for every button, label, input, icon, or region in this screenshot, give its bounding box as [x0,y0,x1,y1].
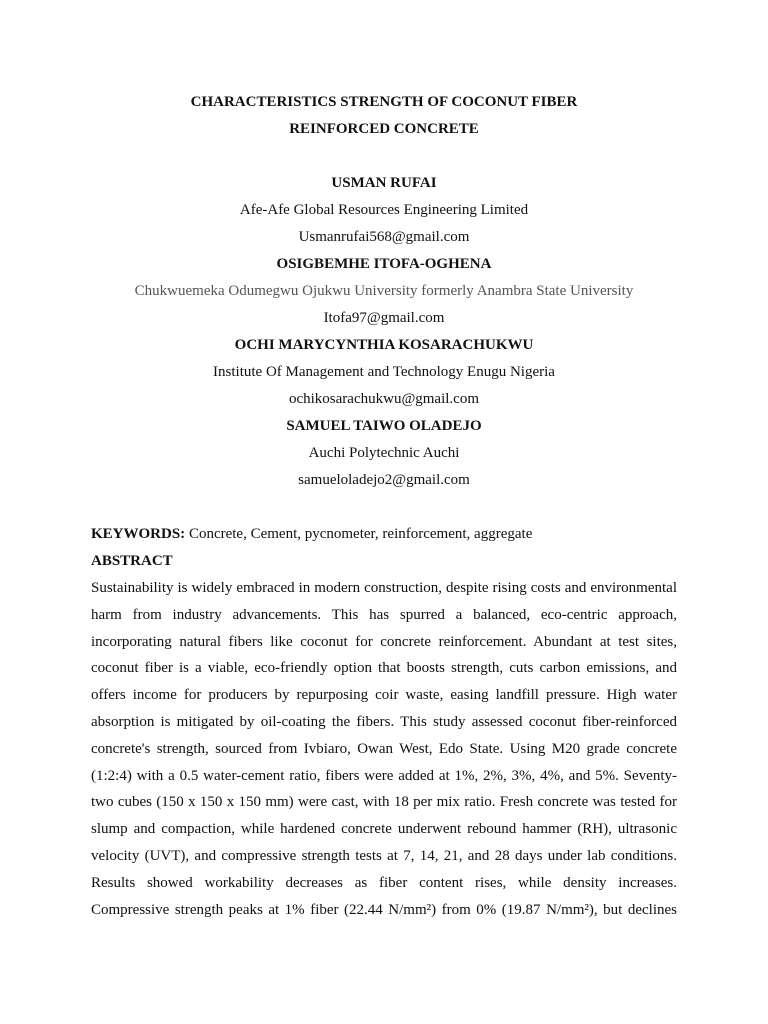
title-spacer [91,143,677,170]
paper-page [91,89,677,923]
abstract-line: slump and compaction, while hardened concrete underwent rebound hammer (RH), ultrasonic [91,821,677,838]
author-1-email: Usmanrufai568@gmail.com [298,229,470,245]
keywords-label: KEYWORDS: [91,526,186,542]
abstract-line: Compressive strength peaks at 1% fiber (22.44 N/mm²) from 0% (19.87 N/mm²), but declines [91,901,677,918]
author-2-name: OSIGBEMHE ITOFA-OGHENA [276,256,492,272]
abstract-line: absorption is mitigated by oil-coating the fibers. This study assessed coconut fiber-reinforced [91,713,677,730]
abstract-line: harm from industry advancements. This has spurred a balanced, eco-centric approach, [91,606,677,623]
author-4-name: SAMUEL TAIWO OLADEJO [286,418,482,434]
abstract-line: coconut fiber is a viable, eco-friendly option that boosts strength, cuts carbon emissions, and [91,660,677,677]
abstract-line: offers income for producers by repurposing coir waste, easing landfill pressure. High water [91,687,677,704]
abstract-line: two cubes (150 x 150 x 150 mm) were cast, with 18 per mix ratio. Fresh concrete was tested for [91,794,677,811]
author-3-email: ochikosarachukwu@gmail.com [288,391,479,407]
author-2-email: Itofa97@gmail.com [323,310,445,326]
author-4-email: samueloladejo2@gmail.com [298,472,470,488]
author-3-affiliation: Institute Of Management and Technology Enugu Nigeria [213,364,555,380]
abstract-line: concrete's strength, sourced from Ivbiaro, Owan West, Edo State. Using M20 grade concrete [91,740,677,757]
author-3-name: OCHI MARYCYNTHIA KOSARACHUKWU [234,337,534,353]
abstract-body [91,575,677,923]
abstract-line: Sustainability is widely embraced in modern construction, despite rising costs and environmental [91,580,677,596]
abstract-heading: ABSTRACT [91,553,173,569]
keywords-line [91,521,677,548]
author-1-name: USMAN RUFAI [331,175,437,191]
paper-title-line-1: CHARACTERISTICS STRENGTH OF COCONUT FIBER [190,94,578,110]
author-1-affiliation: Afe-Afe Global Resources Engineering Limited [239,202,529,218]
keywords-text: Concrete, Cement, pycnometer, reinforcement, aggregate [185,526,533,542]
author-4-affiliation: Auchi Polytechnic Auchi [308,445,460,461]
paper-title-line-2: REINFORCED CONCRETE [289,121,479,137]
author-2-affiliation: Chukwuemeka Odumegwu Ojukwu University formerly Anambra State University [134,283,634,299]
abstract-line: velocity (UVT), and compressive strength tests at 7, 14, 21, and 28 days under lab conditions. [91,847,677,864]
abstract-line: incorporating natural fibers like coconut for concrete reinforcement. Abundant at test sites, [91,633,677,650]
abstract-line: Results showed workability decreases as fiber content rises, while density increases. [91,874,677,891]
abstract-line: (1:2:4) with a 0.5 water-cement ratio, fibers were added at 1%, 2%, 3%, 4%, and 5%. Seventy- [91,767,677,784]
